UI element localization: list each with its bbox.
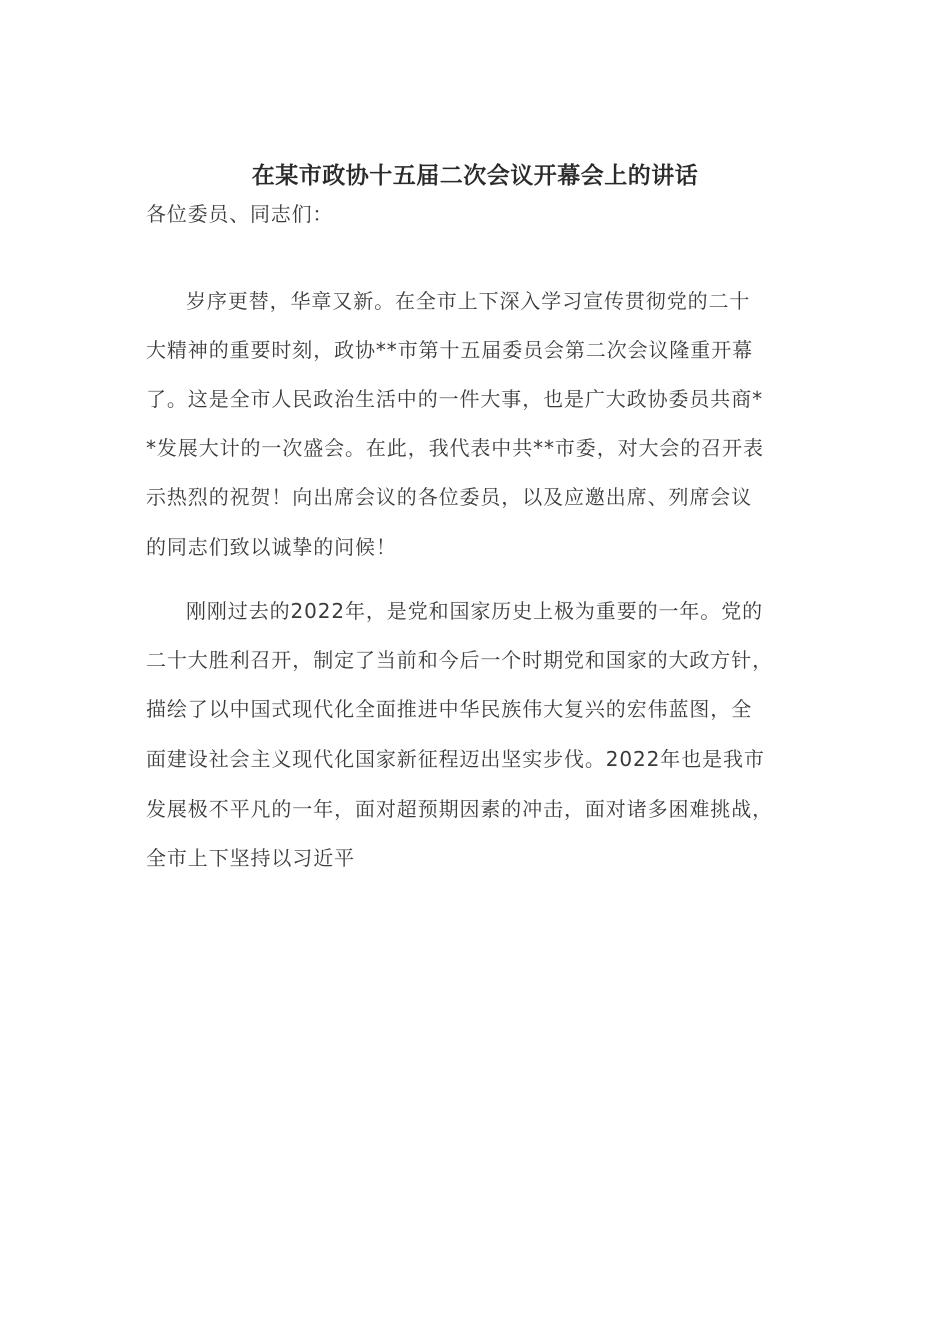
paragraph-line: 全市上下坚持以习近平 — [146, 846, 355, 870]
paragraph-line: 了。这是全市人民政治生活中的一件大事，也是广大政协委员共商* — [146, 387, 763, 411]
paragraph-line: 大精神的重要时刻，政协**市第十五届委员会第二次会议隆重开幕 — [146, 338, 753, 362]
paragraph-line: 发展极不平凡的一年，面对超预期因素的冲击，面对诸多困难挑战， — [146, 797, 773, 821]
paragraph-line: 岁序更替，华章又新。在全市上下深入学习宣传贯彻党的二十 — [186, 289, 751, 313]
paragraph-line: 刚刚过去的2022年，是党和国家历史上极为重要的一年。党的 — [186, 599, 763, 623]
paragraph-line: 示热烈的祝贺！向出席会议的各位委员，以及应邀出席、列席会议 — [146, 485, 753, 509]
salutation: 各位委员、同志们： — [146, 202, 334, 226]
paragraph-line: *发展大计的一次盛会。在此，我代表中共**市委，对大会的召开表 — [146, 436, 764, 460]
document-title: 在某市政协十五届二次会议开幕会上的讲话 — [251, 162, 699, 189]
paragraph-line: 二十大胜利召开，制定了当前和今后一个时期党和国家的大政方针， — [146, 648, 773, 672]
paragraph-line: 描绘了以中国式现代化全面推进中华民族伟大复兴的宏伟蓝图，全 — [146, 697, 753, 721]
paragraph-line: 面建设社会主义现代化国家新征程迈出坚实步伐。2022年也是我市 — [146, 747, 765, 771]
paragraph-line: 的同志们致以诚挚的问候！ — [146, 535, 397, 559]
